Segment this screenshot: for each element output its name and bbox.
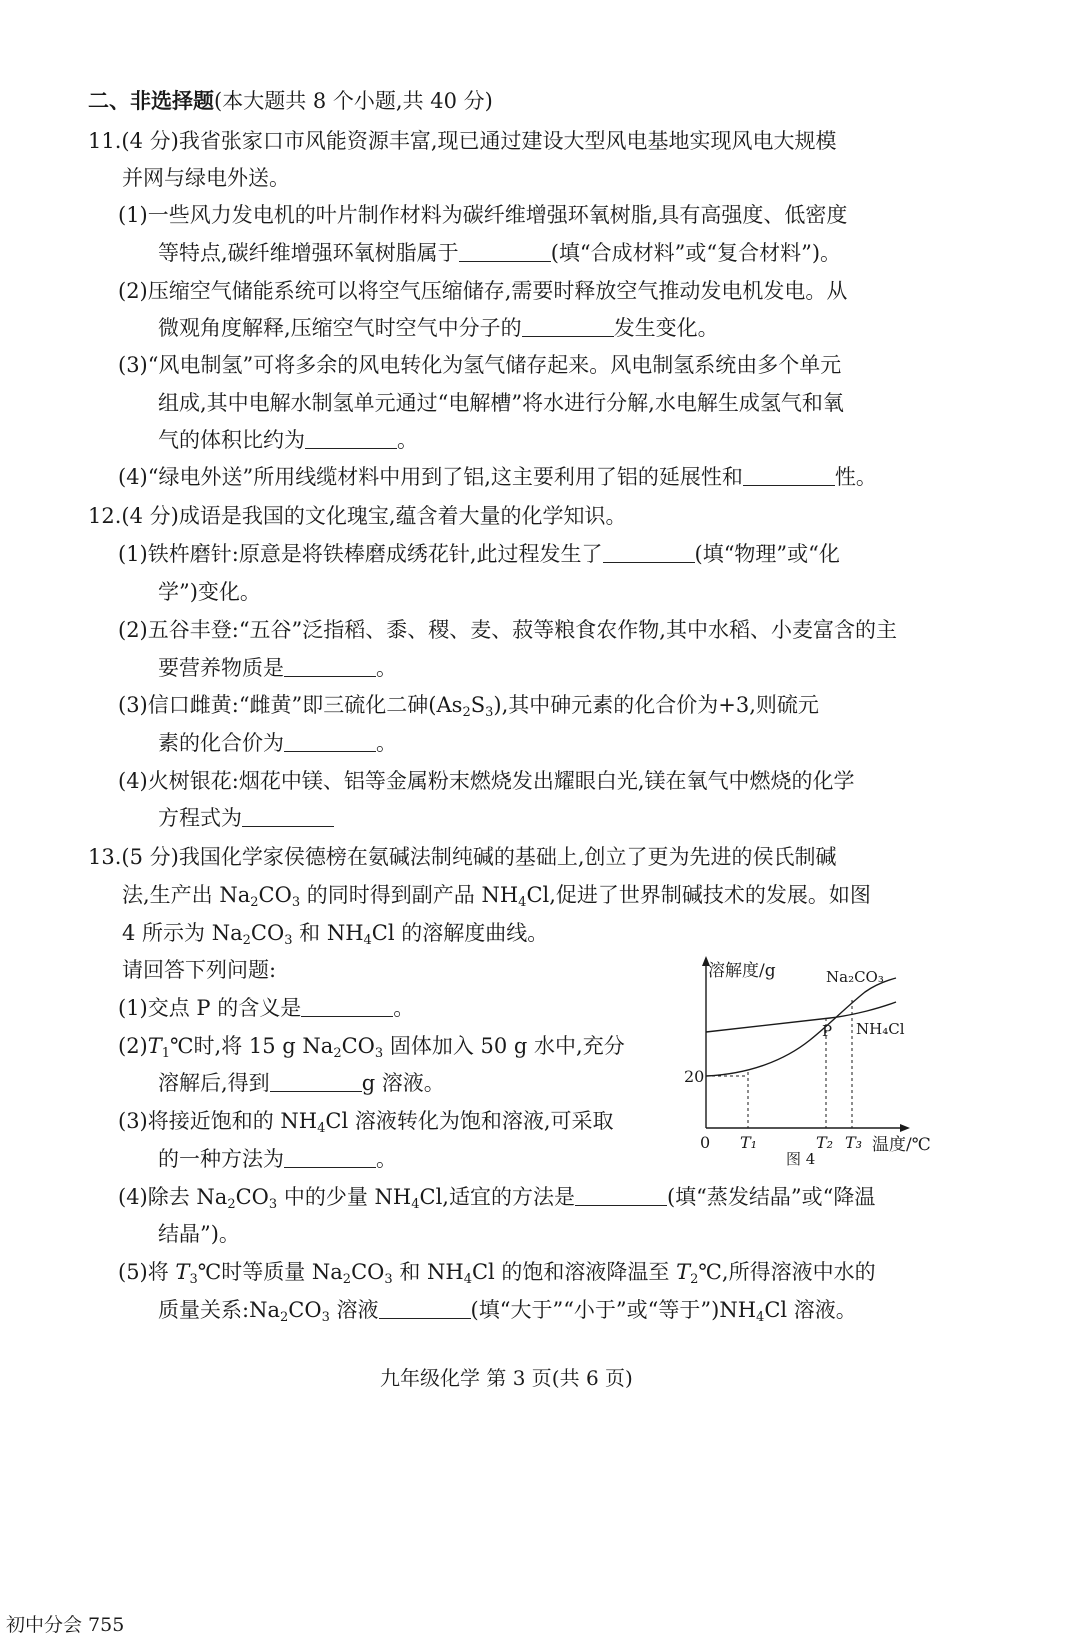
q13-stem-line3: 4 所示为 $Na_2CO_3$ 和 $NH_4Cl$ 的溶解度曲线。 [122, 921, 549, 948]
q13-part4-line2: 结晶”)。 [158, 1222, 240, 1246]
answer-blank[interactable] [242, 804, 334, 827]
solubility-figure [684, 948, 950, 1168]
q11-part3-line1: (3)“风电制氢”可将多余的风电转化为氢气储存起来。风电制氢系统由多个单元 [118, 353, 842, 377]
q11-part3-line3: 气的体积比约为 。 [158, 428, 418, 452]
q11-part2-line2: 微观角度解释,压缩空气时空气中分子的 发生变化。 [158, 316, 719, 340]
y-tick-20: 20 [684, 1067, 705, 1086]
y-axis-label: 溶解度/g [708, 961, 776, 981]
answer-blank[interactable] [522, 314, 614, 337]
q13-ask: 请回答下列问题: [122, 958, 277, 982]
page-footer: 九年级化学 第 3 页(共 6 页) [380, 1366, 633, 1390]
q11-stem-line1: 11.(4 分)我省张家口市风能资源丰富,现已通过建设大型风电基地实现风电大规模 [88, 129, 837, 153]
q12-stem: 12.(4 分)成语是我国的文化瑰宝,蕴含着大量的化学知识。 [88, 504, 627, 528]
answer-blank[interactable] [305, 426, 397, 449]
q12-part1-line2: 学”)变化。 [158, 580, 261, 604]
answer-blank[interactable] [743, 463, 835, 486]
q13-stem-line2: 法,生产出 $Na_2CO_3$ 的同时得到副产品 $NH_4Cl$,促进了世界制碱技术的发展。如图 [122, 883, 871, 910]
q12-part1-line1: (1)铁杵磨针:原意是将铁棒磨成绣花针,此过程发生了 (填“物理”或“化 [118, 542, 840, 566]
q13-part5-line2: 质量关系$:Na_2CO_3$ 溶液 (填“大于”“小于”或“等于$”)NH_4Cl$ 溶液。 [158, 1298, 857, 1325]
q11-part1-line1: (1)一些风力发电机的叶片制作材料为碳纤维增强环氧树脂,具有高强度、低密度 [118, 203, 848, 227]
q11-part4-line1: (4)“绿电外送”所用线缆材料中用到了铝,这主要利用了铝的延展性和 性。 [118, 465, 877, 489]
answer-blank[interactable] [301, 994, 393, 1017]
point-p-label: P [822, 1022, 833, 1040]
q11-part1-line2: 等特点,碳纤维增强环氧树脂属于 (填“合成材料”或“复合材料”)。 [158, 241, 842, 265]
x-axis-arrow [900, 1124, 910, 1132]
q13-stem-line1: 13.(5 分)我国化学家侯德榜在氨碱法制纯碱的基础上,创立了更为先进的侯氏制碱 [88, 845, 837, 869]
q13-part1: (1)交点 P 的含义是 。 [118, 996, 415, 1020]
q13-part2-line2: 溶解后,得到 g 溶液。 [158, 1071, 445, 1095]
q12-part2-line1: (2)五谷丰登:“五谷”泛指稻、黍、稷、麦、菽等粮食农作物,其中水稻、小麦富含的主 [118, 618, 897, 642]
answer-blank[interactable] [575, 1183, 667, 1206]
section-title: 二、非选择题 [88, 88, 214, 113]
section-header [88, 86, 493, 116]
answer-blank[interactable] [284, 1145, 376, 1168]
figure-caption: 图 4 [786, 1150, 816, 1168]
corner-watermark: 初中分会 755 [6, 1614, 125, 1636]
origin-label: 0 [700, 1133, 711, 1152]
t1-label: T₁ [740, 1133, 758, 1152]
x-axis-label: 温度/℃ [872, 1135, 931, 1155]
q13-part3-line1: (3)将接近饱和的 $NH_4Cl$ 溶液转化为饱和溶液,可采取 [118, 1109, 614, 1136]
na2co3-label: Na₂CO₃ [826, 968, 884, 986]
q11-stem-line2: 并网与绿电外送。 [122, 166, 290, 190]
answer-blank[interactable] [459, 239, 551, 262]
q12-part3-line2: 素的化合价为 。 [158, 731, 397, 755]
nh4cl-label: NH₄Cl [856, 1020, 905, 1038]
q12-part4-line2: 方程式为 [158, 803, 334, 833]
q12-part4-line1: (4)火树银花:烟花中镁、铝等金属粉末燃烧发出耀眼白光,镁在氧气中燃烧的化学 [118, 769, 855, 793]
section-note: (本大题共 8 个小题,共 40 分) [214, 89, 493, 113]
q13-part5-line1: (5)将 $T_3℃$时等质量 $Na_2CO_3$ 和 $NH_4Cl$ 的饱和溶液降温至 $T_2℃$,所得溶液中水的 [118, 1260, 876, 1287]
answer-blank[interactable] [270, 1069, 362, 1092]
t2-label: T₂ [816, 1133, 834, 1152]
q11-part2-line1: (2)压缩空气储能系统可以将空气压缩储存,需要时释放空气推动发电机发电。从 [118, 279, 848, 303]
q11-part3-line2: 组成,其中电解水制氢单元通过“电解槽”将水进行分解,水电解生成氢气和氧 [158, 391, 844, 415]
q13-part2-line1: $(2)T_1℃$时,将 15 g $Na_2CO_3$ 固体加入 50 g 水中,充分 [118, 1034, 625, 1061]
answer-blank[interactable] [379, 1296, 471, 1319]
q13-part4-line1: (4)除去 $Na_2CO_3$ 中的少量 $NH_4Cl$,适宜的方法是 (填“蒸发结晶”或“降温 [118, 1185, 876, 1212]
answer-blank[interactable] [284, 729, 376, 752]
q13-part3-line2: 的一种方法为 。 [158, 1147, 397, 1171]
answer-blank[interactable] [603, 540, 695, 563]
q12-part2-line2: 要营养物质是 。 [158, 656, 397, 680]
q12-part3-line1: (3)信口雌黄:“雌黄”即三硫化二砷$(As_2S_3)$,其中砷元素的化合价为+3,则硫元 [118, 693, 819, 720]
answer-blank[interactable] [284, 654, 376, 677]
t3-label: T₃ [845, 1133, 863, 1152]
